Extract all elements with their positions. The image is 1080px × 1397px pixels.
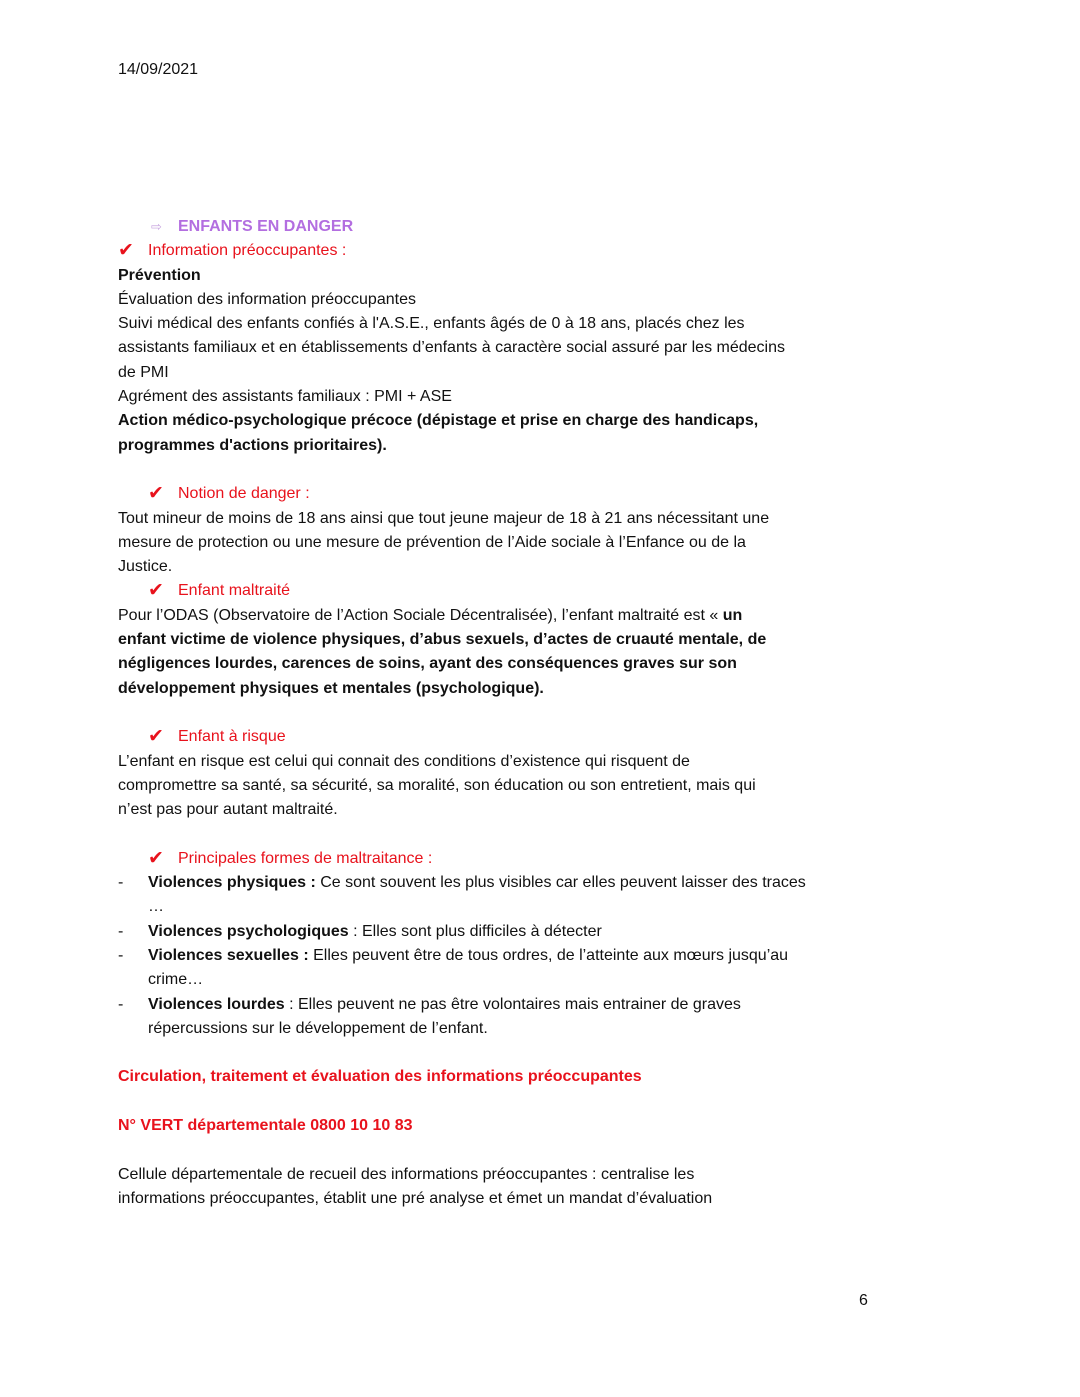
text-line — [118, 750, 898, 774]
text-line — [118, 774, 898, 798]
text-line — [118, 1163, 898, 1187]
text-line — [118, 604, 898, 628]
text-segment: : Elles peuvent ne pas être volontaires mais entrainer de graves — [284, 995, 741, 1013]
text-segment: assistants familiaux et en établissements d’enfants à caractère social assuré par les médecins — [118, 339, 785, 357]
text-segment: ENFANTS EN DANGER — [178, 218, 354, 235]
text-segment: Enfant maltraité — [178, 582, 291, 600]
text-line — [118, 531, 898, 555]
list-item-continuation — [118, 895, 898, 919]
text-line — [118, 555, 898, 579]
text-line — [118, 409, 898, 433]
text-segment: Justice. — [118, 558, 173, 576]
text-segment: Violences psychologiques — [148, 922, 349, 940]
text-line — [118, 1187, 898, 1211]
checkmark-icon: ✔ — [148, 726, 164, 748]
bullet-dash-icon: - — [118, 995, 124, 1013]
text-segment: Cellule départementale de recueil des informations préoccupantes : centralise les — [118, 1165, 695, 1183]
checkmark-icon: ✔ — [118, 240, 134, 262]
text-segment: Elles peuvent être de tous ordres, de l’atteinte aux mœurs jusqu’au — [308, 946, 789, 964]
bullet-dash-icon: - — [118, 946, 124, 964]
text-segment: programmes d'actions prioritaires). — [118, 436, 387, 454]
list-item-continuation — [118, 968, 898, 992]
text-line — [118, 652, 898, 676]
bullet-dash-icon: - — [118, 922, 124, 940]
blank-line — [118, 1041, 898, 1065]
text-segment: n’est pas pour autant maltraité. — [118, 801, 338, 819]
blank-line — [118, 1138, 898, 1162]
text-segment: L’enfant en risque est celui qui connait des conditions d’existence qui risquent de — [118, 752, 690, 770]
highlighted-heading — [118, 1065, 898, 1089]
text-segment: Violences sexuelles : — [148, 946, 309, 964]
text-segment: de PMI — [118, 363, 169, 381]
text-line — [118, 507, 898, 531]
checkmark-icon: ✔ — [148, 847, 164, 869]
text-segment: Évaluation des information préoccupantes — [118, 290, 416, 308]
text-segment: crime… — [148, 971, 204, 989]
highlighted-heading — [118, 1114, 898, 1138]
subsection-heading — [118, 579, 898, 603]
text-segment: Pour l’ODAS (Observatoire de l’Action Sociale Décentralisée), l’enfant maltraité est « — [118, 606, 723, 624]
text-segment: Ce sont souvent les plus visibles car elles peuvent laisser des traces — [315, 874, 806, 892]
list-item — [118, 920, 898, 944]
text-segment: répercussions sur le développement de l’enfant. — [148, 1019, 488, 1037]
text-segment: compromettre sa santé, sa sécurité, sa moralité, son éducation ou son entretient, mais qui — [118, 776, 756, 794]
checkmark-icon: ✔ — [148, 580, 164, 602]
blank-line — [118, 701, 898, 725]
list-item — [118, 993, 898, 1017]
list-item — [118, 871, 898, 895]
subsection-heading — [118, 239, 898, 263]
text-segment: Notion de danger : — [178, 485, 310, 503]
bullet-dash-icon: - — [118, 874, 124, 892]
text-segment: Action médico-psychologique précoce (dépistage et prise en charge des handicaps, — [118, 412, 759, 430]
text-segment: enfant victime de violence physiques, d’abus sexuels, d’actes de cruauté mentale, de — [118, 631, 767, 649]
text-segment: : Elles sont plus difficiles à détecter — [348, 922, 602, 940]
text-segment: Agrément des assistants familiaux : PMI + ASE — [118, 388, 452, 406]
text-segment: négligences lourdes, carences de soins, ayant des conséquences graves sur son — [118, 655, 737, 673]
text-segment: informations préoccupantes, établit une pré analyse et émet un mandat d’évaluation — [118, 1189, 713, 1207]
blank-line — [118, 822, 898, 846]
text-segment: N° VERT départementale 0800 10 10 83 — [118, 1116, 413, 1134]
text-segment: Circulation, traitement et évaluation des informations préoccupantes — [118, 1068, 642, 1086]
text-segment: un — [722, 606, 743, 624]
blank-line — [118, 1090, 898, 1114]
text-segment: Enfant à risque — [178, 728, 286, 746]
arrow-right-icon: ⇨ — [151, 219, 162, 234]
text-segment: Violences physiques : — [148, 874, 316, 892]
text-line — [118, 434, 898, 458]
text-segment: Principales formes de maltraitance : — [178, 849, 433, 867]
text-line — [118, 628, 898, 652]
text-segment: Suivi médical des enfants confiés à l'A.S.E., enfants âgés de 0 à 18 ans, placés chez les — [118, 315, 745, 333]
document-body — [118, 215, 898, 1211]
text-line — [118, 677, 898, 701]
section-heading — [118, 215, 898, 239]
text-segment: Tout mineur de moins de 18 ans ainsi que tout jeune majeur de 18 à 21 ans nécessitant une — [118, 509, 770, 527]
text-line — [118, 336, 898, 360]
text-segment: … — [148, 898, 164, 916]
subsection-heading — [118, 725, 898, 749]
text-segment: développement physiques et mentales (psychologique). — [118, 679, 544, 697]
blank-line — [118, 458, 898, 482]
text-line — [118, 264, 898, 288]
subsection-heading — [118, 482, 898, 506]
text-line — [118, 312, 898, 336]
text-segment: Prévention — [118, 266, 201, 284]
list-item — [118, 944, 898, 968]
text-segment: Violences lourdes — [148, 995, 285, 1013]
text-line — [118, 288, 898, 312]
checkmark-icon: ✔ — [148, 483, 164, 505]
subsection-heading — [118, 847, 898, 871]
document-date: 14/09/2021 — [118, 61, 199, 78]
text-segment: Information préoccupantes : — [148, 242, 347, 260]
list-item-continuation — [118, 1017, 898, 1041]
text-segment: mesure de protection ou une mesure de prévention de l’Aide sociale à l’Enfance ou de la — [118, 533, 746, 551]
text-line — [118, 798, 898, 822]
text-line — [118, 385, 898, 409]
page-number: 6 — [859, 1292, 868, 1309]
text-line — [118, 361, 898, 385]
